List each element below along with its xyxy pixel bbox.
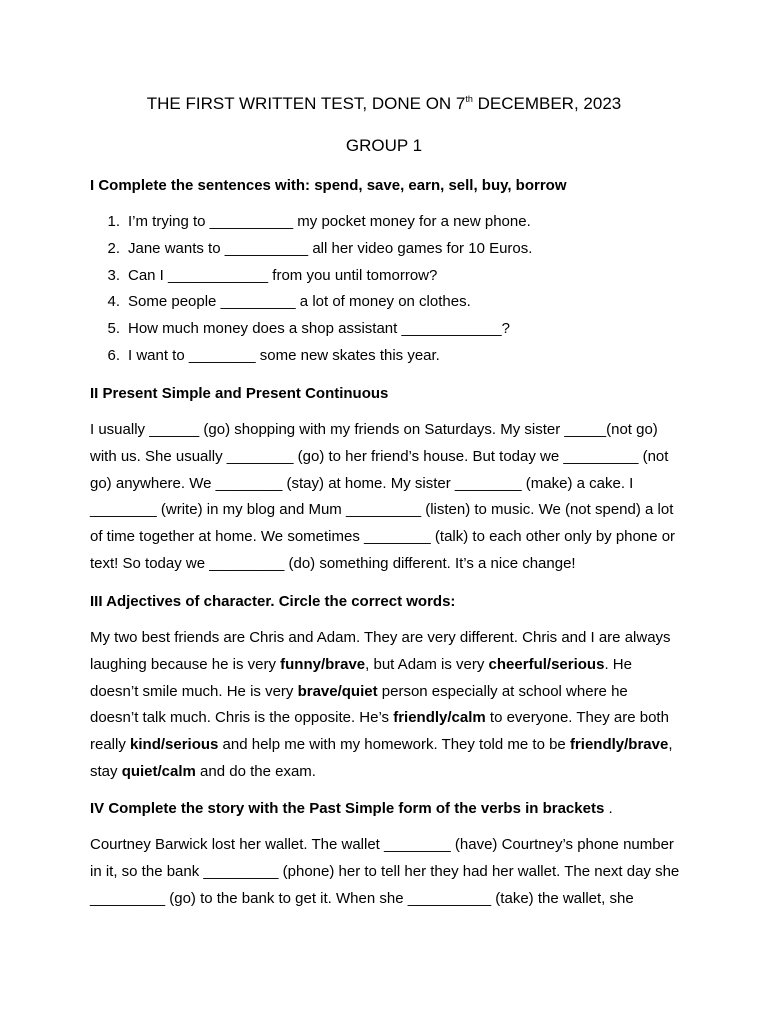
text-run: and do the exam. xyxy=(195,762,316,780)
item-number: 3. xyxy=(107,266,120,284)
section-1-list xyxy=(90,212,690,373)
item-text: Can I ____________ from you until tomorrow? xyxy=(128,266,438,284)
section-4-heading-text: IV Complete the story with the Past Simple form of the verbs in brackets xyxy=(90,800,605,817)
section-4-heading xyxy=(90,799,690,819)
item-text: I’m trying to __________ my pocket money for a new phone. xyxy=(128,213,531,230)
section-4-heading-tail: . xyxy=(604,800,613,817)
word-choice[interactable]: kind/serious xyxy=(130,736,219,754)
list-item xyxy=(90,212,690,239)
item-text: Jane wants to __________ all her video games for 10 Euros. xyxy=(128,239,533,257)
text-run: , stay xyxy=(90,736,673,780)
text-run: person especially at school where he doesn’t talk much. Chris is the opposite. He’s xyxy=(90,682,628,727)
section-2-paragraph: I usually ______ (go) shopping with my friends on Saturdays. My sister _____(not go) with us. She usually ________ (go) to her friend’s house. But today we _________ (not go) anywhere. We ________ (stay) at home. My sister ________ (make) a cake. I ________ (write) in my blog and Mum _________ (listen) to music. We (not spend) a lot of time together at home. We sometimes ________ (talk) to each other only by phone or text! So today we _________ (do) something different. It’s a nice change! xyxy=(90,421,676,572)
text-run: . He doesn’t smile much. He is very xyxy=(90,655,632,700)
item-number: 5. xyxy=(107,320,120,338)
section-2-heading: II Present Simple and Present Continuous xyxy=(90,385,389,402)
section-4-paragraph: Courtney Barwick lost her wallet. The wallet ________ (have) Courtney’s phone number in it, so the bank _________ (phone) her to tell her they had her wallet. The next day she _________ (go) to the bank to get it. When she __________ (take) the wallet, she xyxy=(90,836,680,907)
item-text: Some people _________ a lot of money on clothes. xyxy=(128,293,471,311)
list-item xyxy=(90,319,690,346)
title-date: DECEMBER, 2023 xyxy=(472,94,622,113)
word-choice[interactable]: cheerful/serious xyxy=(488,655,605,673)
section-3-heading: III Adjectives of character. Circle the correct words: xyxy=(90,593,456,610)
title-main: THE FIRST WRITTEN TEST, DONE ON 7 xyxy=(146,94,466,113)
word-choice[interactable]: brave/quiet xyxy=(297,682,378,700)
title-superscript: th xyxy=(465,94,473,104)
item-text: How much money does a shop assistant ____________? xyxy=(128,320,510,338)
list-item xyxy=(90,346,690,373)
item-text: I want to ________ some new skates this year. xyxy=(128,346,440,364)
word-choice[interactable]: friendly/calm xyxy=(393,709,486,727)
section-3-paragraph xyxy=(90,625,680,786)
list-item xyxy=(90,239,690,266)
item-number: 4. xyxy=(107,293,120,311)
item-number: 2. xyxy=(107,239,120,257)
group-label: GROUP 1 xyxy=(345,136,423,155)
list-item xyxy=(90,266,690,293)
text-run: and help me with my homework. They told me to be xyxy=(218,736,570,754)
word-choice[interactable]: funny/brave xyxy=(280,655,366,673)
test-title xyxy=(0,93,768,115)
section-1-heading: I Complete the sentences with: spend, save, earn, sell, buy, borrow xyxy=(90,177,567,194)
text-run: to everyone. They are both really xyxy=(90,709,669,754)
item-number: 6. xyxy=(107,346,120,364)
word-choice[interactable]: quiet/calm xyxy=(121,762,196,780)
word-choice[interactable]: friendly/brave xyxy=(569,736,669,754)
item-number: 1. xyxy=(107,213,120,230)
list-item xyxy=(90,292,690,319)
text-run: , but Adam is very xyxy=(365,655,489,673)
text-run: My two best friends are Chris and Adam. They are very different. Chris and I are always laughing because he is very xyxy=(90,629,671,673)
